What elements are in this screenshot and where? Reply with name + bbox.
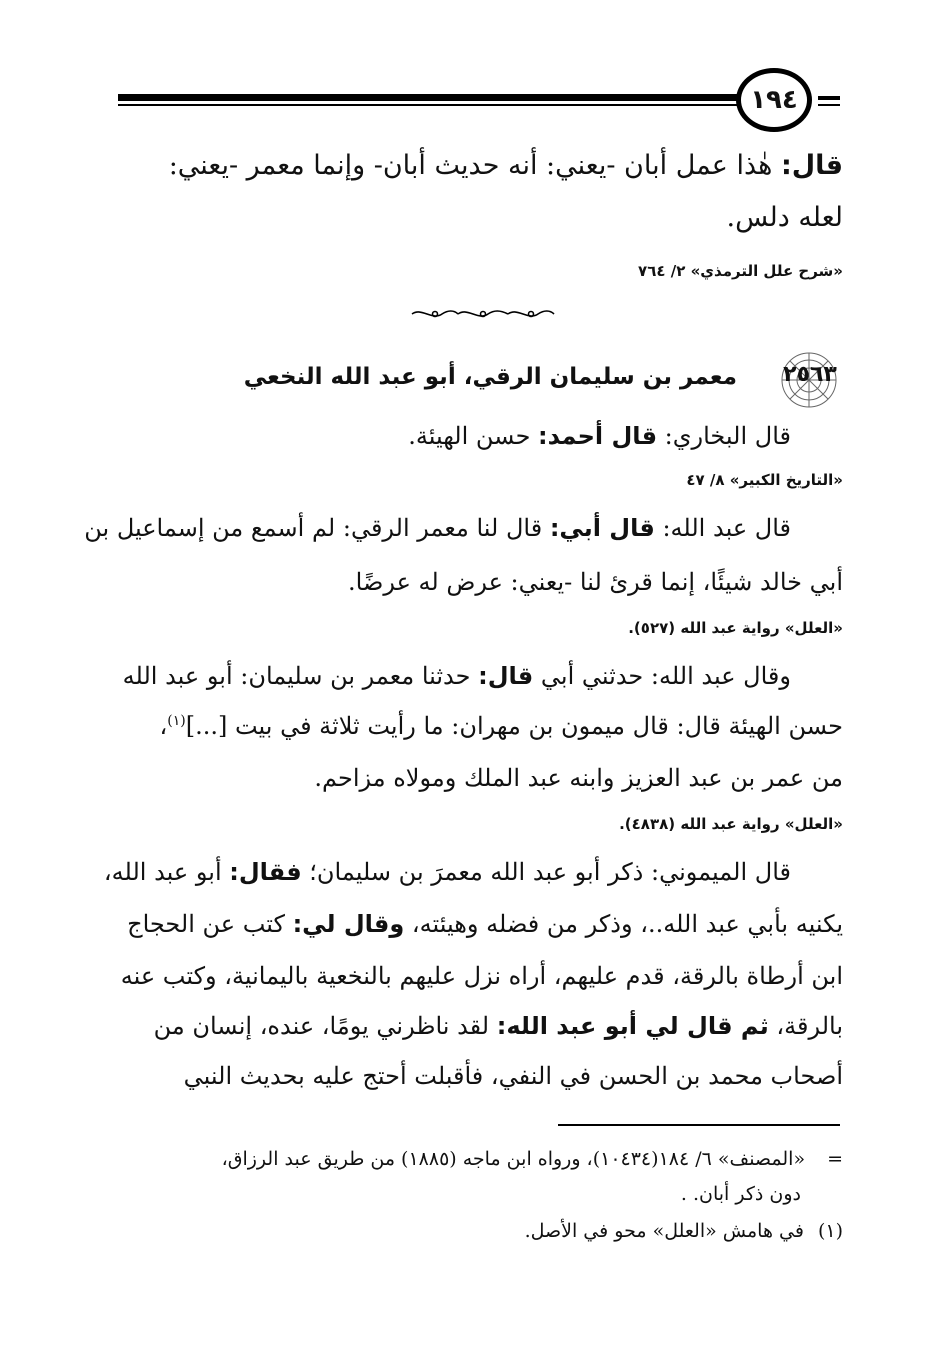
footnote-1-marker: (١) [817,1220,843,1242]
footnote-cont-marker: = [827,1148,843,1170]
p4-line-2 [127,910,843,938]
entry-number: ٢٥٦٣ [783,362,837,387]
p4-l1-bold: فقال: [229,858,302,886]
footnote-1 [525,1220,843,1242]
p4-l4-post: لقد ناظرني يومًا، عنده، إنسان من [153,1012,497,1040]
p4-l2-bold: وقال لي: [292,910,405,938]
p1-pre: قال البخاري: [657,422,791,450]
p1-post: حسن الهيئة. [408,422,539,450]
intro-line-1 [169,150,843,181]
p4-line-3: ابن أرطاة بالرقة، قدم عليهم، أراه نزل عليهم بالنخعية باليمانية، وكتب عنه [120,962,843,990]
intro-line-2: لعله دلس. [726,202,843,233]
footnote-continuation-line-2: دون ذكر أبان. . [680,1183,801,1205]
ornament-divider-icon [408,305,558,323]
p3-line-2 [160,712,844,740]
p3-line-2-text: حسن الهيئة قال: قال ميمون بن مهران: ما رأيت ثلاثة في بيت [...] [185,712,843,740]
p4-l4-bold: ثم قال لي أبو عبد الله: [496,1012,769,1040]
p4-line-1 [104,858,843,886]
p2-pre: قال عبد الله: [654,514,791,542]
intro-bold-label: قال: [780,150,843,181]
p2-line-2: أبي خالد شيئًا، إنما قرئ لنا -يعني: عرض له عرضًا. [348,568,843,596]
p1-text [408,422,791,450]
p4-line-5: أصحاب محمد بن الحسن في النفي، فأقبلت أحتج عليه بحديث النبي [183,1062,843,1090]
p2-source: «العلل» رواية عبد الله (٥٢٧). [628,619,843,637]
p1-bold: قال أحمد: [538,422,658,450]
footnote-continuation-line-1 [222,1148,843,1170]
p3-source: «العلل» رواية عبد الله (٤٨٣٨). [619,815,843,833]
footnote-1-text: في هامش «العلل» محو في الأصل. [524,1220,804,1242]
p1-source: «التاريخ الكبير» ٨/ ٤٧ [686,471,843,489]
header-rule-right [818,96,840,100]
intro-line-1-text: هٰذا عمل أبان -يعني: أنه حديث أبان- وإنما معمر -يعني: [168,150,781,181]
p3-post: حدثنا معمر بن سليمان: أبو عبد الله [122,662,479,690]
header-rule-thin [118,104,738,106]
p4-l4-pre: بالرقة، [768,1012,843,1040]
page-number: ١٩٤ [736,68,812,132]
p2-post: قال لنا معمر الرقي: لم أسمع من إسماعيل بن [84,514,550,542]
p4-l1-post: أبو عبد الله، [103,858,230,886]
p3-pre: وقال عبد الله: حدثني أبي [533,662,791,690]
p3-line-1 [123,662,843,690]
footnote-cont-text: «المصنف» ٦/ ١٨٤(١٠٤٣٤)، ورواه ابن ماجه (١٨٨٥) من طريق عبد الرزاق، [221,1148,806,1170]
p4-l2-post: كتب عن الحجاج [127,910,293,938]
p2-bold: قال أبي: [549,514,655,542]
p3-line-3: من عمر بن عبد العزيز وابنه عبد الملك ومولاه مزاحم. [314,764,843,792]
p3-bold: قال: [478,662,534,690]
header-rule-right-thin [818,104,840,106]
footnote-ref-1: (١) [167,713,186,729]
p2-line-1 [84,514,843,542]
p3-line-2-end: ، [159,712,168,740]
footnote-rule [558,1124,840,1126]
entry-title: معمر بن سليمان الرقي، أبو عبد الله النخعي [243,364,737,390]
p4-line-4 [154,1012,843,1040]
p4-l2-pre: يكنيه بأبي عبد الله..، وذكر من فضله وهيئته، [404,910,843,938]
intro-source: «شرح علل الترمذي» ٢/ ٧٦٤ [638,262,843,280]
header-rule [118,94,738,101]
p4-l1-pre: قال الميموني: ذكر أبو عبد الله معمرَ بن سليمان؛ [301,858,791,886]
